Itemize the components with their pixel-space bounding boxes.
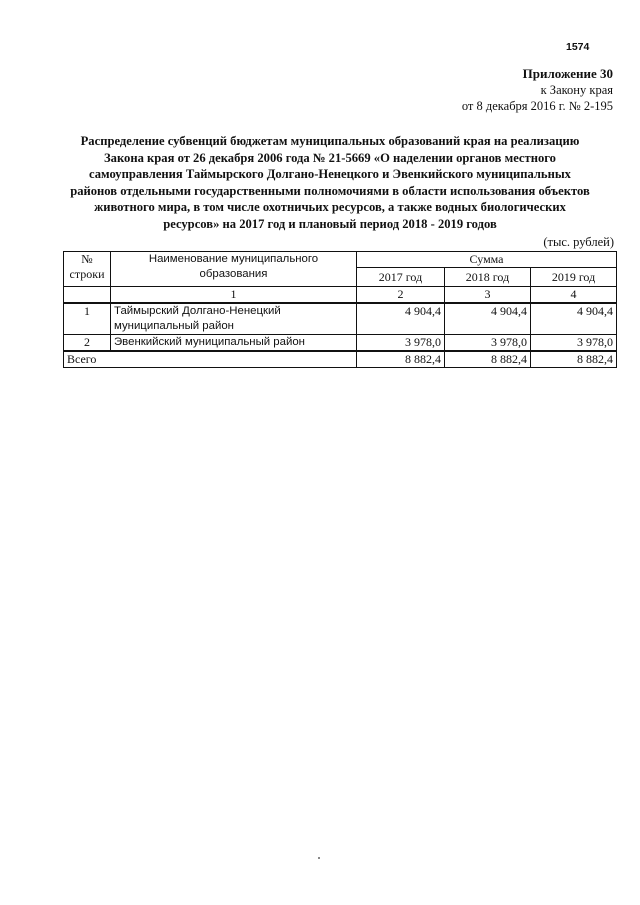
row-name: Эвенкийский муниципальный район [111,335,357,352]
page-number: 1574 [566,41,590,53]
title-line: животного мира, в том числе охотничьих ресурсов, а также водных биологических [94,200,566,215]
column-number: 2 [357,287,445,304]
row-value-2017: 4 904,4 [357,303,445,335]
appendix-law-ref: к Закону края [540,83,613,97]
table-row [64,303,617,335]
title-line: ресурсов» на 2017 год и плановый период 2018 - 2019 годов [163,216,497,231]
total-label: Всего [64,351,357,368]
header-name: Наименование муниципального образования [111,252,357,287]
column-number: 3 [445,287,531,304]
row-name: Таймырский Долгано-Ненецкий муниципальный район [111,303,357,335]
row-number: 1 [64,303,111,335]
header-year-2017: 2017 год [357,268,445,287]
title-line: Закона края от 26 декабря 2006 года № 21-5669 «О наделении органов местного [104,150,556,165]
scan-speck [318,857,320,859]
header-sum: Сумма [357,252,617,268]
title-line: самоуправления Таймырского Долгано-Ненецкого и Эвенкийского муниципальных [89,167,571,182]
table-row [64,335,617,352]
row-value-2019: 3 978,0 [531,335,617,352]
appendix-number: Приложение 30 [522,66,613,81]
row-number: 2 [64,335,111,352]
title-line: Распределение субвенций бюджетам муниципальных образований края на реализацию [80,134,580,148]
column-number: 1 [111,287,357,304]
title-line: районов отдельными государственными полномочиями в области использования объектов [70,183,590,198]
document-title [70,133,590,233]
row-value-2018: 3 978,0 [445,335,531,352]
header-no-label: строки [69,267,105,281]
appendix-heading [462,66,613,114]
table-total-row [64,351,617,368]
row-value-2017: 3 978,0 [357,335,445,352]
row-value-2019: 4 904,4 [531,303,617,335]
total-value-2018: 8 882,4 [445,351,531,368]
table-header-row [64,252,617,268]
row-value-2018: 4 904,4 [445,303,531,335]
total-value-2019: 8 882,4 [531,351,617,368]
header-row-number [64,252,111,287]
units-label: (тыс. рублей) [543,235,614,249]
column-number: 4 [531,287,617,304]
column-numbers-row [64,287,617,304]
total-value-2017: 8 882,4 [357,351,445,368]
column-number-empty [64,287,111,304]
header-year-2018: 2018 год [445,268,531,287]
subsidy-table [63,251,617,368]
appendix-law-date: от 8 декабря 2016 г. № 2-195 [461,99,613,113]
header-year-2019: 2019 год [531,268,617,287]
header-no-symbol: № [81,252,93,266]
